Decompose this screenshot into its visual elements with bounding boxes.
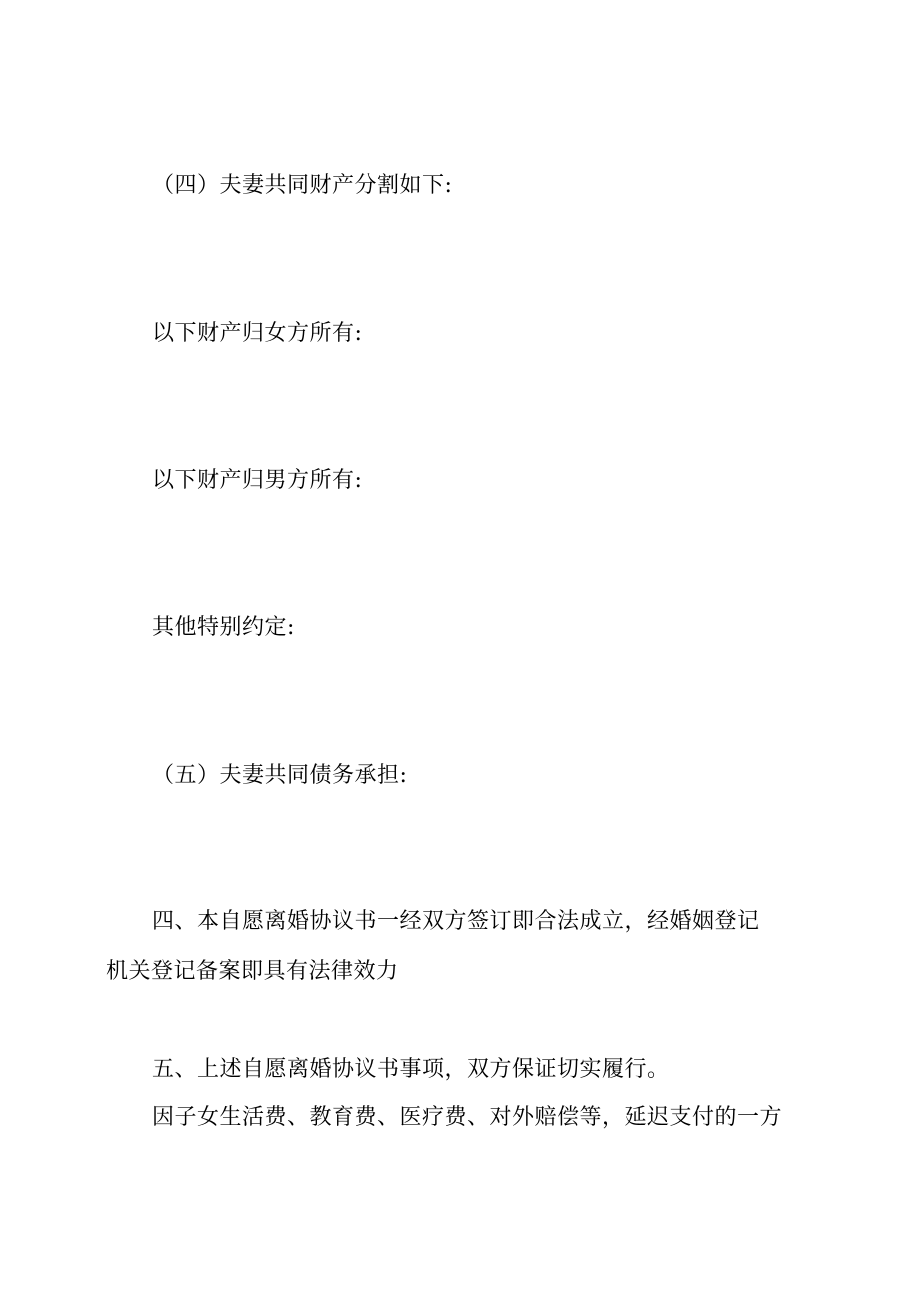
section-five-heading: （五）夫妻共同债务承担: [152,763,408,788]
section-four-heading: （四）夫妻共同财产分割如下: [152,173,453,198]
clause-four-line-1: 四、本自愿离婚协议书一经双方签订即合法成立，经婚姻登记 [152,909,760,934]
special-agreement-label: 其他特别约定: [152,615,295,640]
clause-five-line-2: 因子女生活费、教育费、医疗费、对外赔偿等，延迟支付的一方 [152,1105,783,1130]
clause-five-line-1: 五、上述自愿离婚协议书事项，双方保证切实履行。 [152,1057,670,1082]
male-property-label: 以下财产归男方所有: [152,468,363,493]
clause-four-line-2: 机关登记备案即具有法律效力 [106,959,399,984]
female-property-label: 以下财产归女方所有: [152,321,363,346]
